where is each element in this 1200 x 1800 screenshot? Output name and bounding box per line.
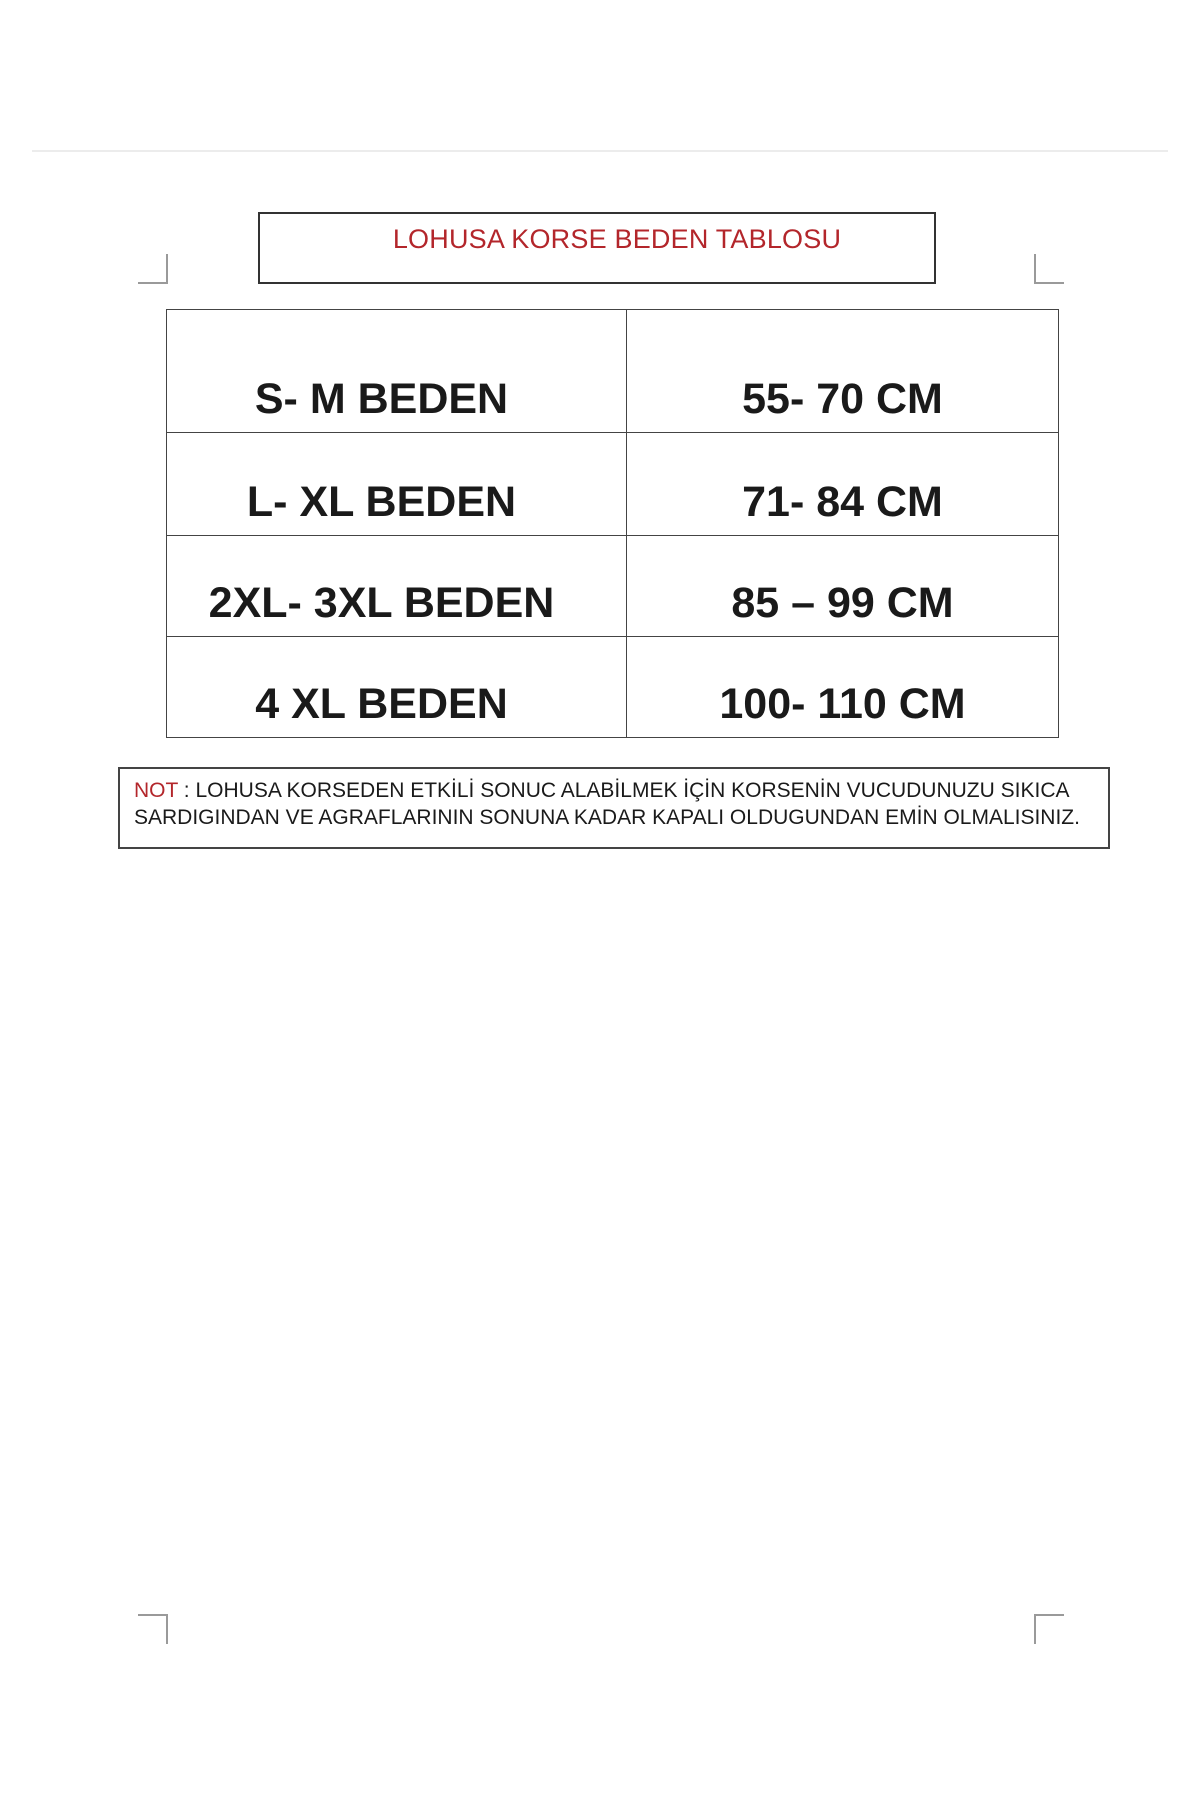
size-cell: 2XL- 3XL BEDEN — [167, 536, 627, 637]
size-cell: 4 XL BEDEN — [167, 637, 627, 738]
range-cell: 100- 110 CM — [627, 637, 1059, 738]
table-row — [167, 637, 1059, 738]
title-box — [258, 212, 936, 284]
size-table — [166, 309, 1059, 738]
note-label: NOT — [134, 779, 178, 802]
crop-mark-bottom-left — [138, 1614, 168, 1644]
table-row — [167, 433, 1059, 536]
size-cell: S- M BEDEN — [167, 310, 627, 433]
size-cell: L- XL BEDEN — [167, 433, 627, 536]
crop-mark-top-right — [1034, 254, 1064, 284]
range-cell: 71- 84 CM — [627, 433, 1059, 536]
crop-mark-top-left — [138, 254, 168, 284]
note-separator: : — [177, 779, 196, 802]
range-cell: 85 – 99 CM — [627, 536, 1059, 637]
table-row — [167, 536, 1059, 637]
range-cell: 55- 70 CM — [627, 310, 1059, 433]
top-divider — [32, 150, 1168, 152]
crop-mark-bottom-right — [1034, 1614, 1064, 1644]
table-row — [167, 310, 1059, 433]
page-title: LOHUSA KORSE BEDEN TABLOSU — [392, 224, 842, 254]
note-box — [118, 767, 1110, 849]
note-text: LOHUSA KORSEDEN ETKİLİ SONUC ALABİLMEK İÇİN KORSENİN VUCUDUNUZU SIKICA SARDIGINDAN VE AGRAFLARININ SONUNA KADAR KAPALI OLDUGUNDAN EMİN OLMALISINIZ. — [134, 779, 1080, 829]
